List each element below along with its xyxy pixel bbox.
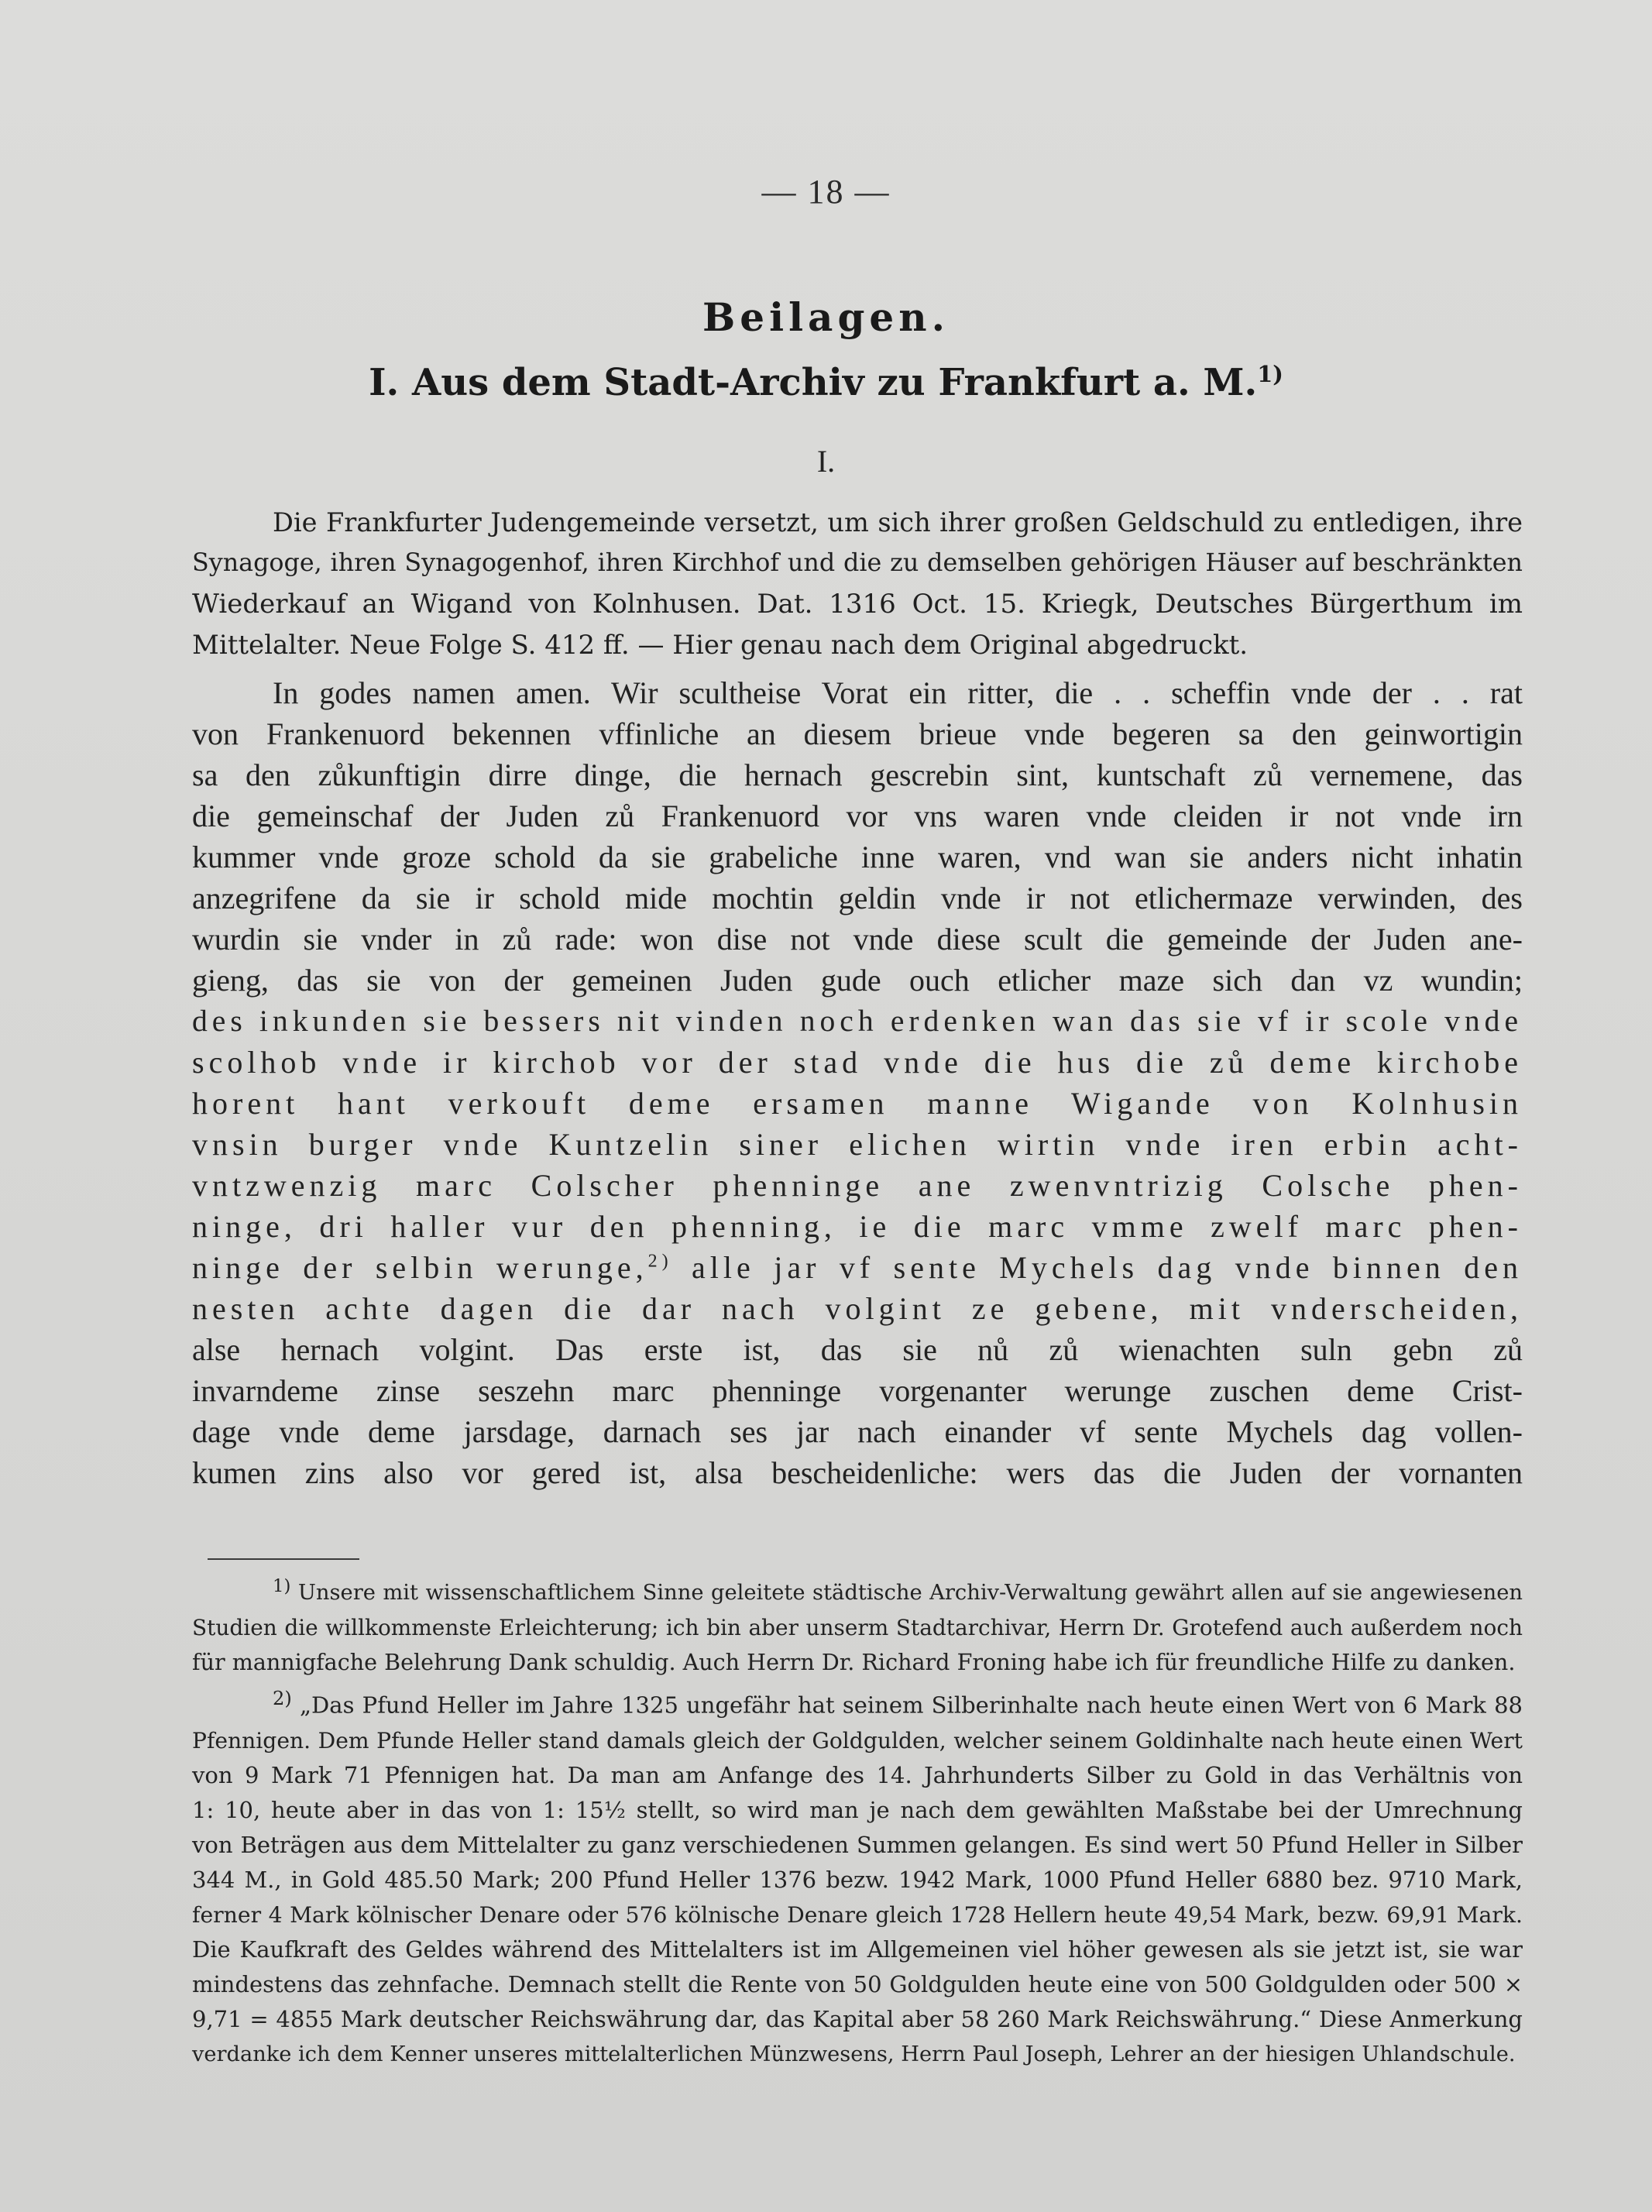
charter-line: alse hernach volgint. Das erste ist, das sie nů zů wienachten suln gebn zů [192,1332,1523,1367]
charter-text [192,672,1523,1493]
footnote-line: von Beträgen aus dem Mittelalter zu ganz verschiedenen Summen gelangen. Es sind wert 50 Pfund Heller in Silber [192,1831,1523,1858]
charter-line: scolhob vnde ir kirchob vor der stad vnde die hus die zů deme kirchobe [192,1045,1523,1080]
charter-line [192,1247,1523,1288]
charter-line: invarndeme zinse seszehn marc phenninge vorgenanter werunge zuschen deme Crist- [192,1373,1523,1408]
charter-line: von Frankenuord bekennen vffinliche an diesem brieue vnde begeren sa den geinwortigin [192,716,1523,751]
charter-text-segment: ninge der selbin werunge, [192,1250,648,1285]
footnote-line: 344 M., in Gold 485.50 Mark; 200 Pfund Heller 1376 bezw. 1942 Mark, 1000 Pfund Heller 6880 bez. 9710 Mark, [192,1866,1523,1893]
footnote-ref-1: 1) [1257,361,1283,387]
charter-line: nesten achte dagen die dar nach volgint ze gebene, mit vnderscheiden, [192,1291,1523,1326]
page-number: — 18 — [761,173,891,211]
document-summary [192,502,1523,666]
charter-line: des inkunden sie bessers nit vinden noch erdenken wan das sie vf ir scole vnde [192,1004,1523,1038]
footnote-line: Studien die willkommenste Erleichterung; ich bin aber unserm Stadtarchivar, Herrn Dr. Grotefend auch außerdem noch [192,1615,1523,1641]
footnote-marker: 1) [273,1576,291,1596]
footnote-line: 9,71 = 4855 Mark deutscher Reichswährung dar, das Kapital aber 58 260 Mark Reichswährung.“ Diese Anmerkung [192,2005,1523,2032]
footnote-text: Unsere mit wissenschaftlichem Sinne geleitete städtische Archiv-Verwaltung gewährt allen auf sie angewiesenen [297,1581,1523,1606]
charter-line: vntzwenzig marc Colscher phenninge ane zwenvntrizig Colsche phen- [192,1168,1523,1203]
charter-line: dage vnde deme jarsdage, darnach ses jar nach einander vf sente Mychels dag vollen- [192,1414,1523,1449]
summary-line: Synagoge, ihren Synagogenhof, ihren Kirchhof und die zu demselben gehörigen Häuser auf beschränkten [192,549,1523,577]
section-numeral: I. [816,444,836,479]
footnote-line: von 9 Mark 71 Pfennigen hat. Da man am Anfange des 14. Jahrhunderts Silber zu Gold in das Verhältnis von [192,1761,1523,1788]
footnotes [192,1569,1523,2072]
footnote-line: verdanke ich dem Kenner unseres mittelalterlichen Münzwesens, Herrn Paul Joseph, Lehrer an der hiesigen Uhlandschule. [192,2042,1516,2066]
section-heading [0,361,1652,404]
footnote-line: für mannigfache Belehrung Dank schuldig. Auch Herrn Dr. Richard Froning habe ich für freundliche Hilfe zu danken. [192,1649,1516,1676]
charter-line: In godes namen amen. Wir scultheise Vorat ein ritter, die . . scheffin vnde der . . rat [273,675,1523,710]
charter-line: horent hant verkouft deme ersamen manne Wigande von Kolnhusin [192,1086,1523,1121]
charter-line: sa den zůkunftigin dirre dinge, die hernach gescrebin sint, kuntschaft zů vernemene, das [192,757,1523,792]
footnote-line: Die Kaufkraft des Geldes während des Mittelalters ist im Allgemeinen viel höher gewesen als sie jetzt ist, sie war [192,1936,1523,1963]
summary-line: Wiederkauf an Wigand von Kolnhusen. Dat. 1316 Oct. 15. Kriegk, Deutsches Bürgerthum im [192,589,1523,620]
footnote-2 [192,1681,1523,2072]
charter-line: kumen zins also vor gered ist, alsa bescheidenliche: wers das die Juden der vornanten [192,1455,1523,1490]
charter-line: kummer vnde groze schold da sie grabeliche inne waren, vnd wan sie anders nicht inhatin [192,840,1523,874]
charter-line: gieng, das sie von der gemeinen Juden gude ouch etlicher maze sich dan vz wundin; [192,963,1523,998]
charter-text-segment: alle jar vf sente Mychels dag vnde binnen den [672,1250,1523,1285]
charter-line: die gemeinschaf der Juden zů Frankenuord vor vns waren vnde cleiden ir not vnde irn [192,799,1523,833]
charter-line: wurdin sie vnder in zů rade: won dise not vnde diese scult die gemeinde der Juden ane- [192,922,1523,957]
footnote-line: ferner 4 Mark kölnischer Denare oder 576 kölnische Denare gleich 1728 Hellern heute 49,54 Mark, bezw. 69,91 Mark. [192,1901,1523,1928]
summary-line: Mittelalter. Neue Folge S. 412 ff. — Hier genau nach dem Original abgedruckt. [192,630,1248,661]
footnote-divider [208,1558,359,1560]
charter-line: vnsin burger vnde Kuntzelin siner elichen wirtin vnde iren erbin acht- [192,1127,1523,1162]
footnote-1 [192,1569,1523,1680]
footnote-line: Pfennigen. Dem Pfunde Heller stand damals gleich der Goldgulden, welcher seinem Goldinhalte nach heute einen Wert [192,1727,1523,1753]
summary-line: Die Frankfurter Judengemeinde versetzt, um sich ihrer großen Geldschuld zu entledigen, ihre [273,507,1523,538]
footnote-ref-2: 2) [647,1251,673,1272]
footnote-line [192,1681,1523,1723]
footnote-marker: 2) [273,1688,292,1710]
page-heading: Beilagen. [702,294,950,340]
section-heading-text: I. Aus dem Stadt-Archiv zu Frankfurt a. M. [369,361,1258,404]
charter-line: anzegrifene da sie ir schold mide mochtin geldin vnde ir not etlichermaze verwinden, des [192,881,1523,915]
footnote-text: „Das Pfund Heller im Jahre 1325 ungefähr hat seinem Silberinhalte nach heute einen Wert von 6 Mark 88 [300,1692,1523,1719]
footnote-line: mindestens das zehnfache. Demnach stellt die Rente von 50 Goldgulden heute eine von 500 Goldgulden oder 500 × [192,1970,1523,1997]
footnote-line: 1: 10, heute aber in das von 1: 15½ stellt, so wird man je nach dem gewählten Maßstabe bei der Umrechnung [192,1796,1523,1823]
charter-line: ninge, dri haller vur den phenning, ie die marc vmme zwelf marc phen- [192,1209,1523,1244]
footnote-line [192,1569,1523,1610]
